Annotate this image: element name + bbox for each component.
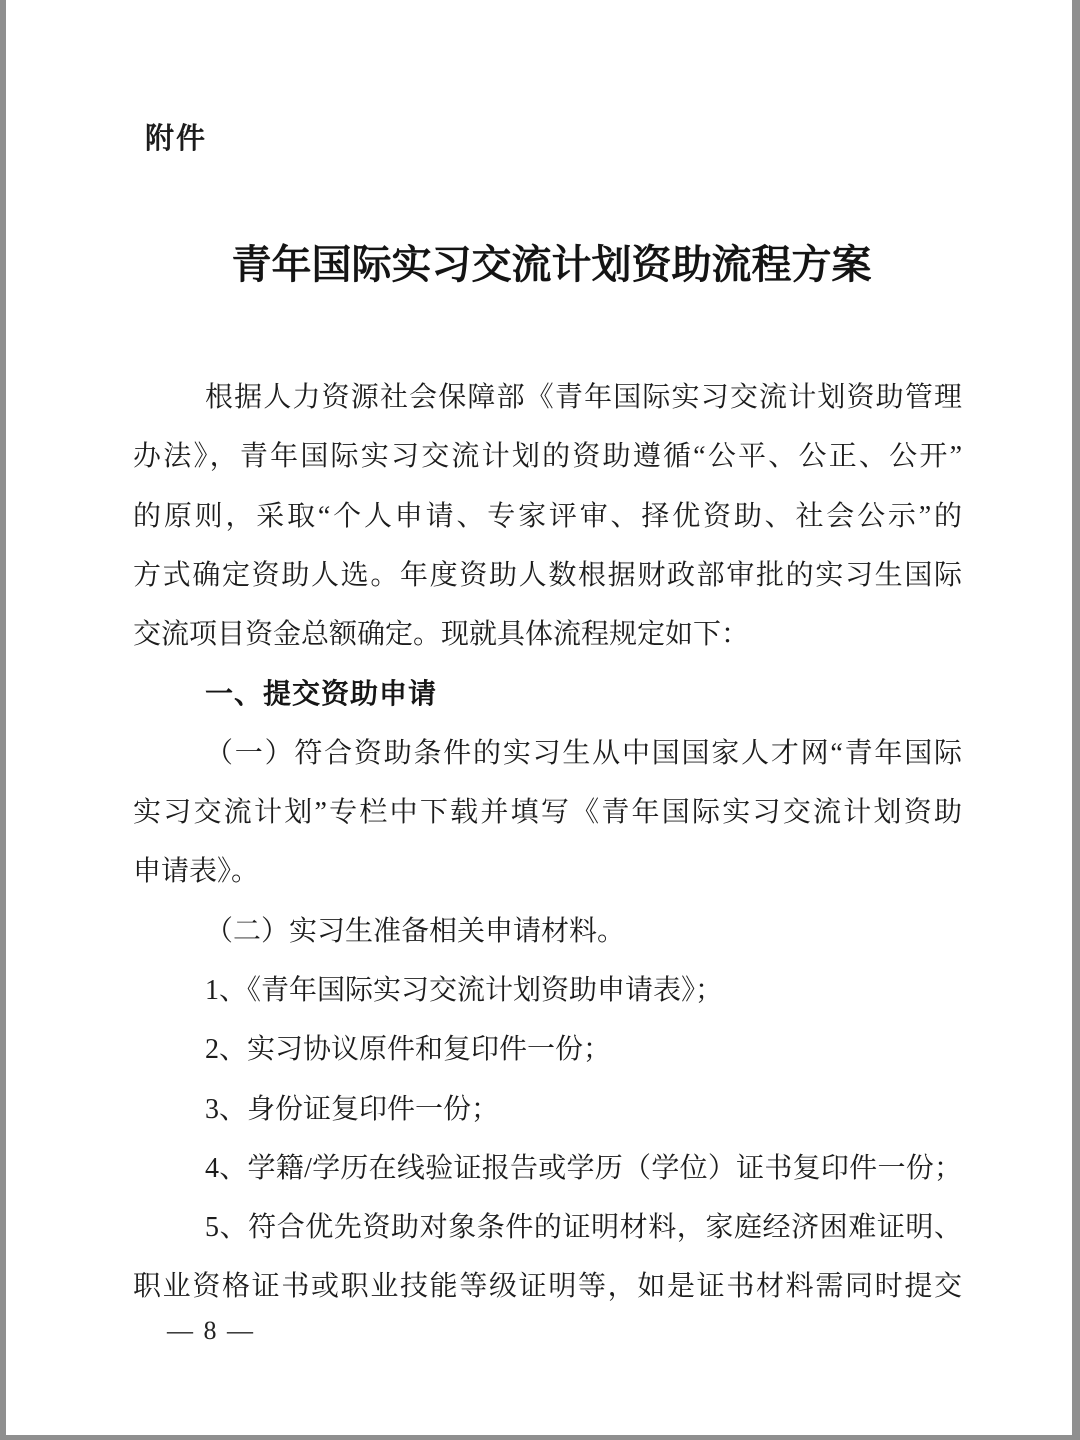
body-line: （二）实习生准备相关申请材料。 xyxy=(205,915,626,947)
list-item: 3、身份证复印件一份； xyxy=(205,1093,500,1125)
body-line: 交流项目资金总额确定。现就具体流程规定如下： xyxy=(133,619,750,651)
body-line: 职业资格证书或职业技能等级证明等，如是证书材料需同时提交 xyxy=(133,1271,962,1303)
list-item: 4、学籍/学历在线验证报告或学历（学位）证书复印件一份； xyxy=(205,1152,962,1184)
body-line: 申请表》。 xyxy=(133,856,260,888)
document-body xyxy=(133,368,962,1317)
page-number: — 8 — xyxy=(167,1316,255,1345)
body-line: 实习交流计划”专栏中下载并填写《青年国际实习交流计划资助 xyxy=(133,797,962,829)
body-line: 的原则，采取“个人申请、专家评审、择优资助、社会公示”的 xyxy=(133,500,962,532)
body-line: 办法》，青年国际实习交流计划的资助遵循“公平、公正、公开” xyxy=(133,441,962,473)
document-title: 青年国际实习交流计划资助流程方案 xyxy=(231,242,872,287)
document-page xyxy=(6,0,1072,1435)
body-line: 根据人力资源社会保障部《青年国际实习交流计划资助管理 xyxy=(205,382,962,413)
list-item: 1、《青年国际实习交流计划资助申请表》； xyxy=(205,974,724,1006)
body-line: （一）符合资助条件的实习生从中国国家人才网“青年国际 xyxy=(205,737,962,769)
list-item: 2、实习协议原件和复印件一份； xyxy=(205,1034,612,1066)
section-heading: 一、提交资助申请 xyxy=(205,678,438,710)
body-line: 方式确定资助人选。年度资助人数根据财政部审批的实习生国际 xyxy=(133,559,962,591)
list-item: 5、符合优先资助对象条件的证明材料，家庭经济困难证明、 xyxy=(205,1212,962,1244)
attachment-label: 附件 xyxy=(145,123,208,155)
